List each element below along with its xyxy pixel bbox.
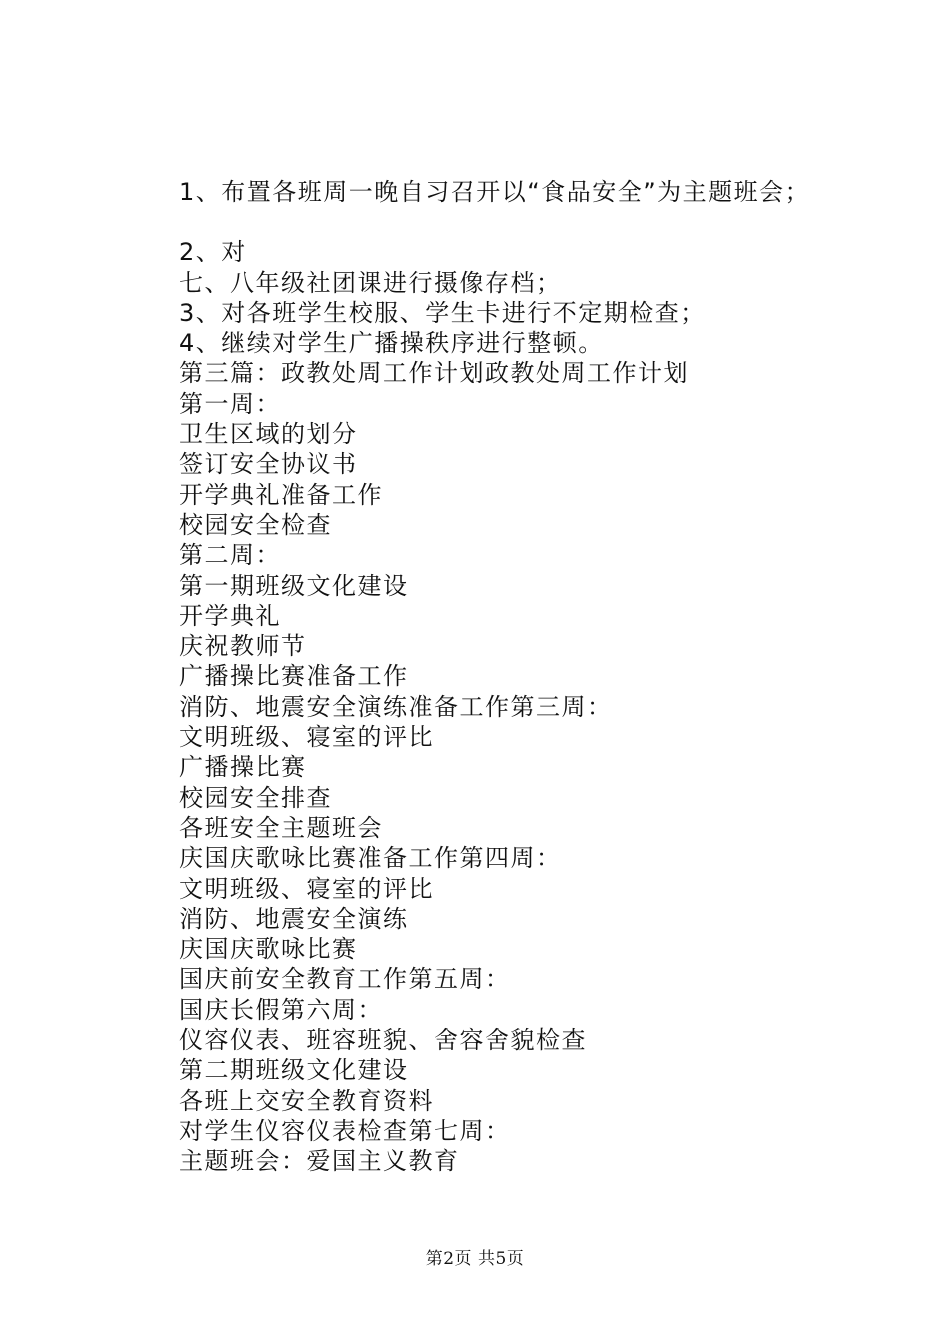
text-line: 第一期班级文化建设 [179, 571, 409, 600]
text-line: 校园安全排查 [179, 783, 332, 812]
text-line: 卫生区域的划分 [179, 420, 358, 449]
paragraph-gap [179, 207, 879, 237]
text-line: 仪容仪表、班容班貌、舍容舍貌检查 [179, 1026, 587, 1055]
text-line: 2、对 [179, 238, 247, 267]
document-body [179, 177, 879, 1177]
text-line: 1、布置各班周一晚自习召开以“食品安全”为主题班会； [179, 178, 811, 206]
text-line: 广播操比赛 [179, 753, 307, 782]
text-line: 第二期班级文化建设 [179, 1056, 409, 1085]
text-line: 国庆前安全教育工作第五周： [179, 965, 511, 994]
text-line: 庆国庆歌咏比赛 [179, 935, 358, 964]
text-line: 4、继续对学生广播操秩序进行整顿。 [179, 329, 604, 358]
text-line: 签订安全协议书 [179, 450, 358, 479]
week-heading: 第一周： [179, 389, 281, 418]
week-heading: 第二周： [179, 541, 281, 570]
text-line: 庆祝教师节 [179, 632, 307, 661]
text-line: 广播操比赛准备工作 [179, 662, 409, 691]
text-line: 文明班级、寝室的评比 [179, 874, 434, 903]
text-line: 文明班级、寝室的评比 [179, 723, 434, 752]
text-line: 开学典礼准备工作 [179, 480, 383, 509]
page-number-footer: 第2页 共5页 [425, 1249, 525, 1269]
text-line: 消防、地震安全演练准备工作第三周： [179, 692, 613, 721]
text-line: 主题班会：爱国主义教育 [179, 1147, 460, 1176]
text-line: 对学生仪容仪表检查第七周： [179, 1116, 511, 1145]
text-line: 各班安全主题班会 [179, 813, 383, 842]
text-line: 消防、地震安全演练 [179, 904, 409, 933]
text-line: 各班上交安全教育资料 [179, 1086, 434, 1115]
text-line: 七、八年级社团课进行摄像存档； [179, 268, 562, 297]
text-line: 庆国庆歌咏比赛准备工作第四周： [179, 844, 562, 873]
text-line: 3、对各班学生校服、学生卡进行不定期检查； [179, 298, 706, 327]
text-lines [179, 237, 879, 1176]
text-line: 开学典礼 [179, 601, 281, 630]
text-line: 国庆长假第六周： [179, 995, 383, 1024]
section-heading: 第三篇：政教处周工作计划政教处周工作计划 [179, 359, 689, 388]
text-line: 校园安全检查 [179, 510, 332, 539]
